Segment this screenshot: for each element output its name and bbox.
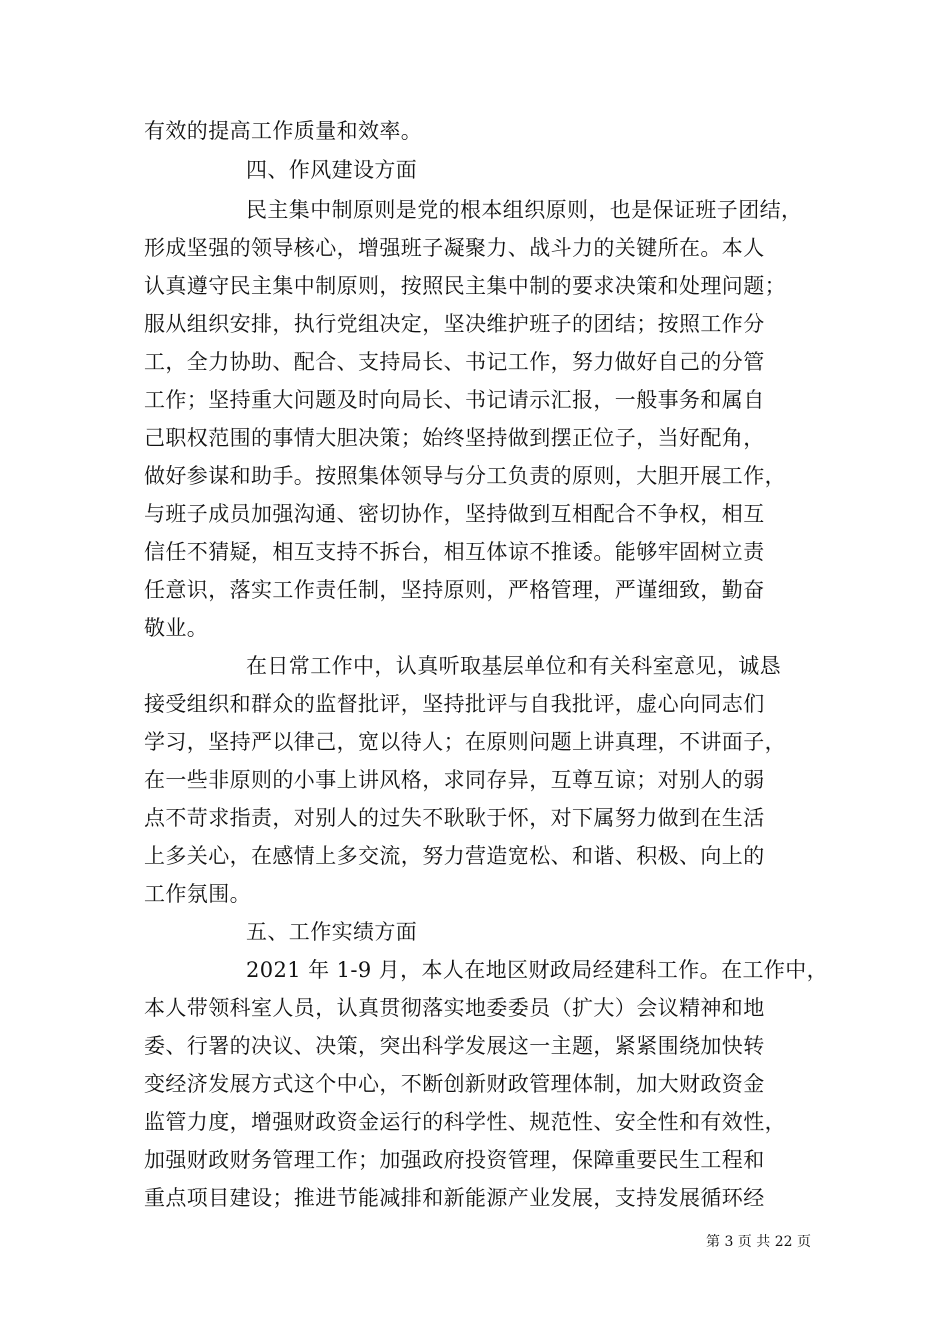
- text-line: 接受组织和群众的监督批评，坚持批评与自我批评，虚心向同志们: [144, 692, 765, 716]
- text-line: 工，全力协助、配合、支持局长、书记工作，努力做好自己的分管: [144, 350, 765, 374]
- text-line: 学习，坚持严以律己，宽以待人；在原则问题上讲真理，不讲面子，: [144, 730, 786, 754]
- text-line: 认真遵守民主集中制原则，按照民主集中制的要求决策和处理问题；: [144, 274, 786, 298]
- text-line: 形成坚强的领导核心，增强班子凝聚力、战斗力的关键所在。本人: [144, 236, 765, 260]
- text-line: 工作氛围。: [144, 882, 251, 906]
- text-line: 上多关心，在感情上多交流，努力营造宽松、和谐、积极、向上的: [144, 844, 765, 868]
- text-line: 加强财政财务管理工作；加强政府投资管理，保障重要民生工程和: [144, 1148, 765, 1172]
- section-heading-work-style: 四、作风建设方面: [246, 158, 418, 182]
- text-line: 监管力度，增强财政资金运行的科学性、规范性、安全性和有效性，: [144, 1110, 786, 1134]
- text-line: 在日常工作中，认真听取基层单位和有关科室意见，诚恳: [246, 654, 781, 678]
- text-line: 与班子成员加强沟通、密切协作，坚持做到互相配合不争权，相互: [144, 502, 765, 526]
- text-line: 信任不猜疑，相互支持不拆台，相互体谅不推诿。能够牢固树立责: [144, 540, 765, 564]
- text-line: 本人带领科室人员，认真贯彻落实地委委员（扩大）会议精神和地: [144, 996, 765, 1020]
- text-line: 己职权范围的事情大胆决策；始终坚持做到摆正位子，当好配角，: [144, 426, 765, 450]
- text-line: 做好参谋和助手。按照集体领导与分工负责的原则，大胆开展工作，: [144, 464, 786, 488]
- text-line: 工作；坚持重大问题及时向局长、书记请示汇报，一般事务和属自: [144, 388, 765, 412]
- text-line: 委、行署的决议、决策，突出科学发展这一主题，紧紧围绕加快转: [144, 1034, 765, 1058]
- text-line: 变经济发展方式这个中心，不断创新财政管理体制，加大财政资金: [144, 1072, 765, 1096]
- text-line: 敬业。: [144, 616, 209, 640]
- text-line: 民主集中制原则是党的根本组织原则，也是保证班子团结，: [246, 198, 803, 222]
- text-line: 服从组织安排，执行党组决定，坚决维护班子的团结；按照工作分: [144, 312, 765, 336]
- text-line: 在一些非原则的小事上讲风格，求同存异，互尊互谅；对别人的弱: [144, 768, 765, 792]
- page-number-footer: 第 3 页 共 22 页: [706, 1234, 811, 1250]
- text-line: 有效的提高工作质量和效率。: [144, 119, 423, 143]
- text-line: 任意识，落实工作责任制，坚持原则，严格管理，严谨细致，勤奋: [144, 578, 765, 602]
- text-line: 点不苛求指责，对别人的过失不耿耿于怀，对下属努力做到在生活: [144, 806, 765, 830]
- text-line: 重点项目建设；推进节能减排和新能源产业发展，支持发展循环经: [144, 1186, 765, 1210]
- section-heading-work-results: 五、工作实绩方面: [246, 920, 418, 944]
- text-line: 2021 年 1-9 月，本人在地区财政局经建科工作。在工作中，: [246, 958, 829, 982]
